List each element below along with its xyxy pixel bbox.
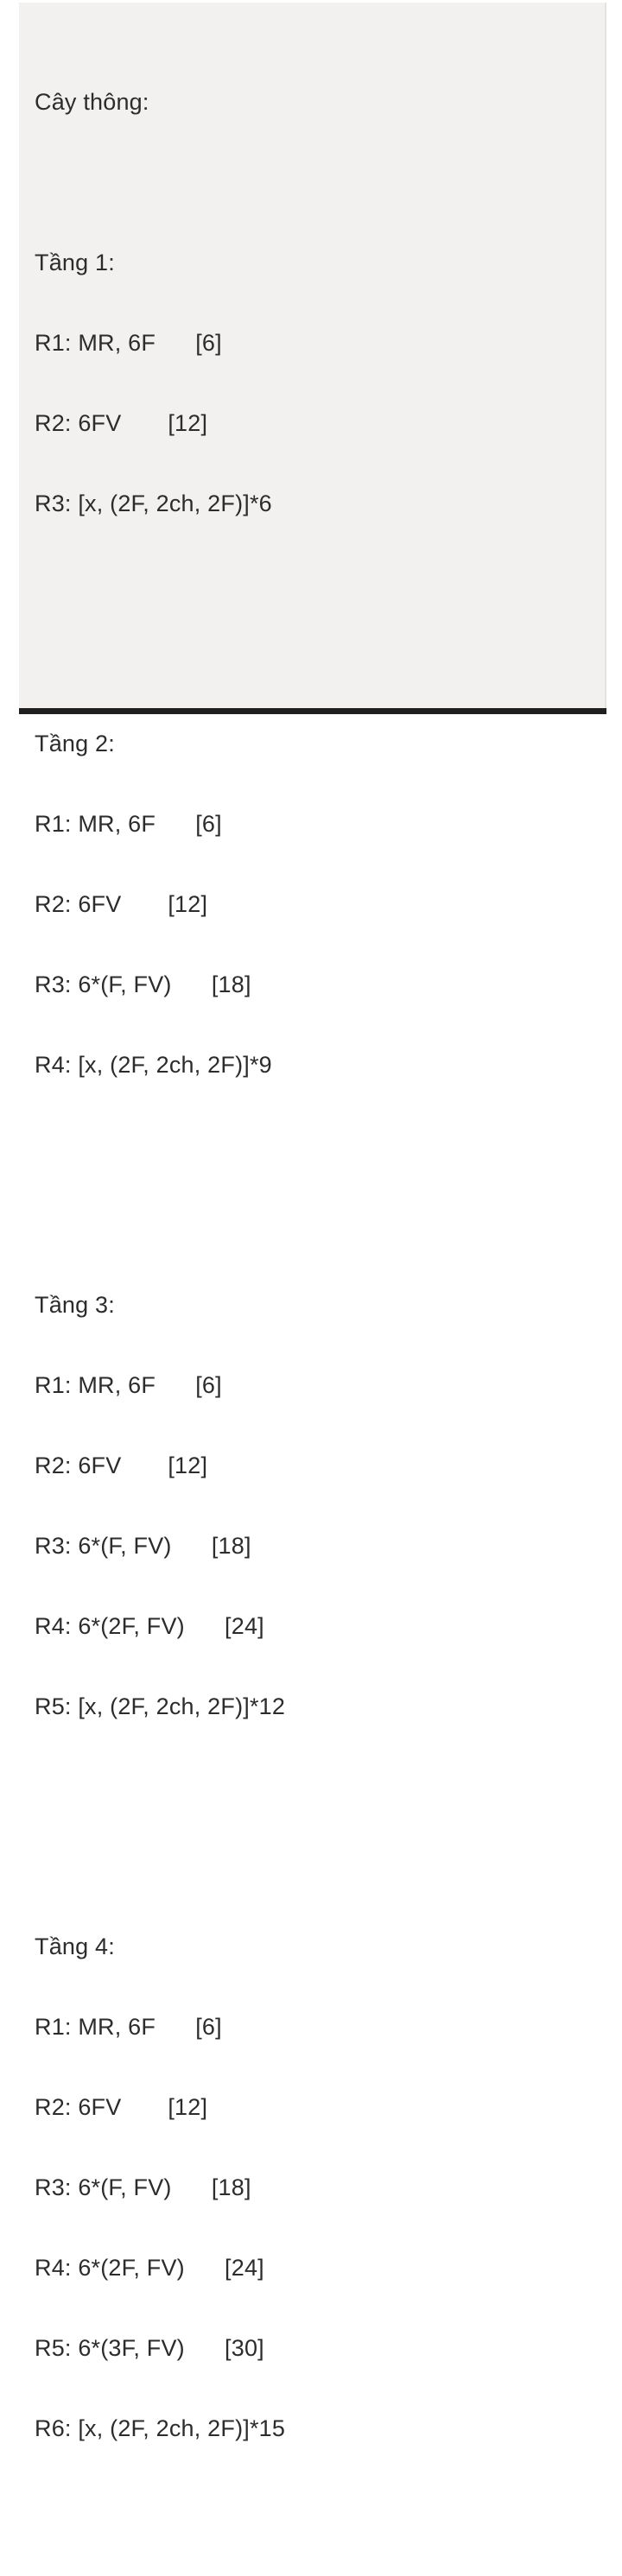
pattern-row: R4: 6*(2F, FV) [24]: [35, 1613, 264, 1639]
pattern-row: R3: 6*(F, FV) [18]: [35, 1533, 251, 1559]
pattern-text: [19, 3, 605, 2576]
pattern-row: R1: MR, 6F [6]: [35, 330, 222, 356]
section-tier-3: [35, 1238, 596, 1774]
pattern-row: R4: 6*(2F, FV) [24]: [35, 2255, 264, 2281]
section-tier-2: [35, 677, 596, 1132]
pattern-row: R1: MR, 6F [6]: [35, 811, 222, 837]
pattern-row: R3: [x, (2F, 2ch, 2F)]*6: [35, 491, 272, 516]
pattern-row: R1: MR, 6F [6]: [35, 1372, 222, 1398]
section-heading: Tầng 1:: [35, 250, 115, 275]
pattern-row: R6: [x, (2F, 2ch, 2F)]*15: [35, 2415, 286, 2441]
pattern-row: R2: 6FV [12]: [35, 891, 208, 917]
document-title: Cây thông:: [35, 89, 149, 115]
cropped-dark-strip: [19, 708, 606, 714]
note-sheet: [19, 3, 606, 2441]
pattern-row: R2: 6FV [12]: [35, 410, 208, 436]
pattern-row: R4: [x, (2F, 2ch, 2F)]*9: [35, 1052, 272, 1078]
section-tier-4: [35, 1880, 596, 2496]
pattern-row: R3: 6*(F, FV) [18]: [35, 972, 251, 997]
pattern-row: R2: 6FV [12]: [35, 1453, 208, 1478]
section-heading: Tầng 4:: [35, 1934, 115, 1959]
section-heading: Tầng 2:: [35, 731, 115, 756]
pattern-row: R2: 6FV [12]: [35, 2094, 208, 2120]
pattern-row: R5: [x, (2F, 2ch, 2F)]*12: [35, 1693, 286, 1719]
pattern-row: R5: 6*(3F, FV) [30]: [35, 2335, 264, 2361]
section-tier-1: [35, 196, 596, 571]
pattern-row: R3: 6*(F, FV) [18]: [35, 2174, 251, 2200]
section-heading: Tầng 3:: [35, 1292, 115, 1318]
pattern-row: R1: MR, 6F [6]: [35, 2014, 222, 2040]
